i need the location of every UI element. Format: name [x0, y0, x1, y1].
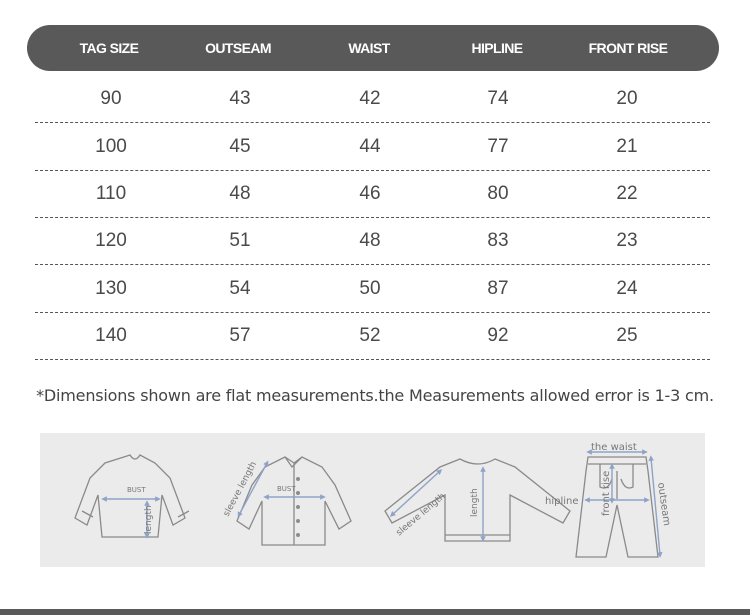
cell-tag-size: 140 [95, 325, 127, 346]
pants-hipline-label: hipline [545, 496, 579, 507]
table-row [35, 312, 710, 360]
header-front-rise: FRONT RISE [588, 40, 668, 56]
cell-waist: 44 [359, 136, 381, 157]
sweatshirt-sleeve-label: sleeve length [394, 491, 448, 539]
cell-hipline: 83 [487, 230, 509, 251]
cell-tag-size: 90 [100, 88, 122, 109]
cell-front-rise: 22 [616, 183, 638, 204]
table-row [35, 123, 710, 171]
table-row [35, 265, 710, 313]
cell-waist: 52 [359, 325, 381, 346]
table-row [35, 217, 710, 265]
cell-front-rise: 24 [616, 278, 638, 299]
shirt-diagram [222, 457, 351, 545]
cell-outseam: 57 [229, 325, 251, 346]
cell-waist: 50 [359, 278, 381, 299]
cell-front-rise: 25 [616, 325, 638, 346]
header-tag-size: TAG SIZE [79, 40, 139, 56]
table-row [35, 75, 710, 123]
cell-tag-size: 120 [95, 230, 127, 251]
cell-tag-size: 110 [95, 183, 127, 204]
cell-hipline: 80 [487, 183, 509, 204]
cell-front-rise: 23 [616, 230, 638, 251]
cell-hipline: 74 [487, 88, 509, 109]
tshirt-diagram [75, 455, 189, 537]
cell-outseam: 43 [229, 88, 251, 109]
cell-tag-size: 130 [95, 278, 127, 299]
bottom-divider [0, 609, 750, 615]
cell-outseam: 54 [229, 278, 251, 299]
pants-waist-label: the waist [591, 442, 637, 453]
cell-outseam: 48 [229, 183, 251, 204]
header-outseam: OUTSEAM [205, 40, 271, 56]
tshirt-bust-label: BUST [127, 486, 146, 494]
header-waist: WAIST [348, 40, 390, 56]
header-hipline: HIPLINE [471, 40, 523, 56]
cell-hipline: 87 [487, 278, 509, 299]
cell-hipline: 92 [487, 325, 509, 346]
sweatshirt-diagram [385, 459, 570, 541]
pants-front-rise-label: front rise [601, 470, 612, 516]
pants-outseam-label: outseam [655, 481, 672, 527]
measurement-diagrams [40, 433, 705, 567]
cell-front-rise: 21 [616, 136, 638, 157]
cell-outseam: 51 [229, 230, 251, 251]
cell-tag-size: 100 [95, 136, 127, 157]
cell-waist: 46 [359, 183, 381, 204]
cell-waist: 48 [359, 230, 381, 251]
cell-outseam: 45 [229, 136, 251, 157]
cell-hipline: 77 [487, 136, 509, 157]
pants-diagram [545, 442, 672, 557]
shirt-bust-label: BUST [277, 485, 296, 493]
table-header [27, 25, 719, 71]
cell-front-rise: 20 [616, 88, 638, 109]
sweatshirt-length-label: length [470, 488, 480, 517]
table-row [35, 170, 710, 218]
cell-waist: 42 [359, 88, 381, 109]
measurement-note: *Dimensions shown are flat measurements.the Measurements allowed error is 1-3 cm. [36, 386, 714, 405]
shirt-sleeve-label: sleeve length [221, 460, 260, 519]
tshirt-length-label: length [144, 505, 154, 534]
